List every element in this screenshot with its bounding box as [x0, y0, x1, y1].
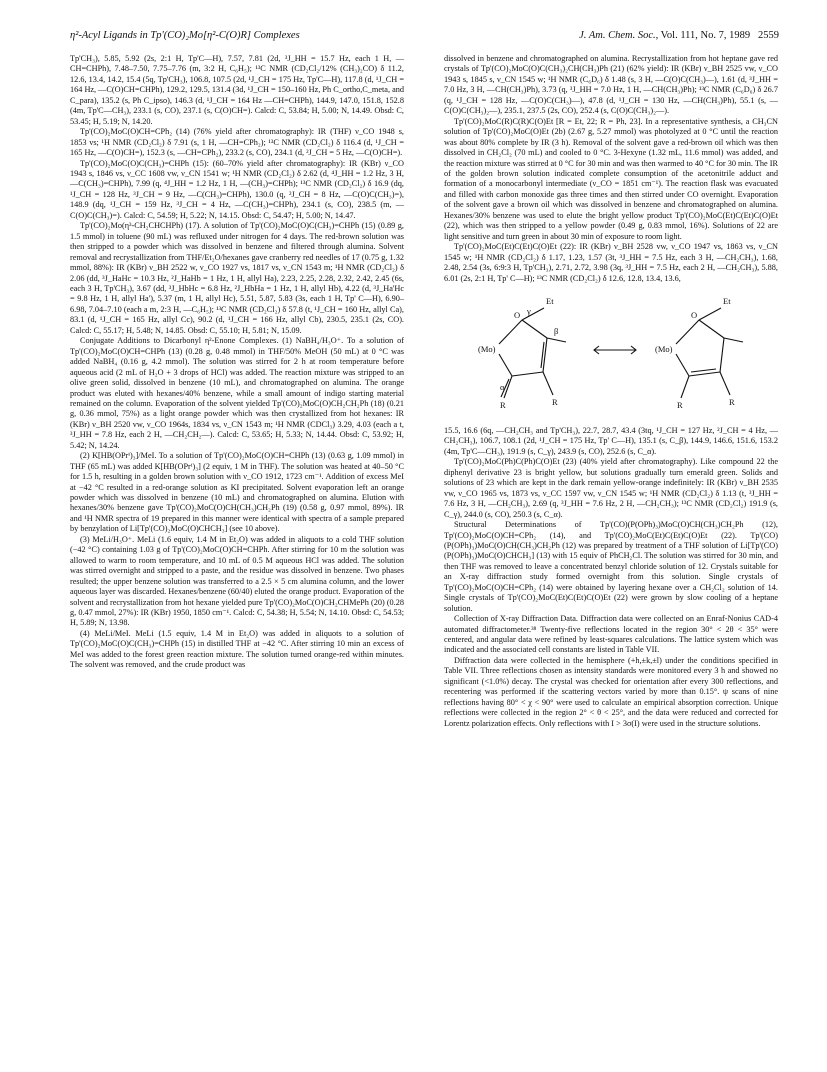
scheme-et-left: Et [546, 295, 554, 306]
running-header [70, 30, 779, 44]
paragraph: Tp'(CO)₂MoC(Ph)C(Ph)C(O)Et (23) (40% yield after chromatography). Like compound 22 the diphenyl derivative 23 is bright yellow, but solutions gradually turn emerald green. Solids and solutions of 23 which are kept in the dark remain yellow-orange indefinitely: IR (KBr) ν_BH 2535 vw, ν_CO 1965 vs, 1873 vs, ν_CC 1597 vw, ν_CN 1545 w; ¹H NMR (CD₂Cl₂) δ 1.13 (t, ³J_HH = 7.6 Hz, 3 H, —CH₂CH₃), 2.69 (q, ³J_HH = 7.6 Hz, 2 H, —CH₂CH₃); ¹³C NMR (CD₂Cl₂) 191.9 (s, C_γ), 244.0 (s, CO), 250.3 (s, C_α). [444, 457, 778, 519]
paragraph: Tp'(CO)₂MoC(O)C(CH₃)=CHPh (15): (60–70% yield after chromatography): IR (KBr) ν_CO 1943 s, 1846 vs, ν_CC 1608 vw, ν_CN 1541 w; ¹H NMR (CD₂Cl₂) δ 2.62 (d, ⁴J_HH = 1.2 Hz, 3 H, —C(CH₃)=CHPh), 7.99 (q, ⁴J_HH = 1.2 Hz, 1 H, —(CH₃)=CHPh); ¹³C NMR (CD₂Cl₂) δ 16.9 (dq, ¹J_CH = 128 Hz, ³J_CH = 9 Hz, —C(CH₃)=CHPh), 130.0 (q, ²J_CH = 8 Hz, —C(O)C(CH₃)=), 148.9 (dq, ¹J_CH = 159 Hz, ³J_CH = 4 Hz, —C(CH₃)=CHPh), 234.1 (s, CO), 238.5 (m, —C(O)C(CH₃)=). Calcd: C, 54.59; H, 5.22; N, 14.15. Obsd: C, 54.47; H, 5.00; N, 14.47. [70, 158, 404, 220]
paragraph: dissolved in benzene and chromatographed on alumina. Recrystallization from hot heptane gave red crystals of Tp'(CO)₂MoC(O)C(CH₃)₂CH(CH₃)Ph (21) (62% yield): IR (KBr) ν_BH 2525 vw, ν_CO 1943 s, 1845 s, ν_CN 1545 w; ¹H NMR (C₆D₆) δ 1.48 (s, 3 H, —C(O)C(CH₃)—), 1.61 (d, ³J_HH = 7.0 Hz, 3 H, —CH(CH₃)Ph), 3.73 (q, ³J_HH = 7.0 Hz, 1 H, —CH(CH₃)Ph); ¹³C NMR (C₆D₆) δ 26.7 (q, ¹J_CH = 128 Hz, —C(O)C(CH₃)—), 47.8 (d, ¹J_CH = 130 Hz, —CH(CH₃)Ph), 55.1 (s, —C(O)C(CH₃)₂—), 235.1, 237.5 (2s, CO), 252.4 (s, C(O)C(CH₃)₂—). [444, 54, 778, 116]
paragraph: Tp'(CO)₂MoC(R)C(R)C(O)Et [R = Et, 22; R = Ph, 23]. In a representative synthesis, a CH₃CN solution of Tp'(CO)₂MoC(O)Et (2b) (2.67 g, 5.27 mmol) was photolyzed at 0 °C until the reaction was about 80% complete by IR (3 h). Removal of the solvent gave a red-brown oil which was then dissolved in CH₂Cl₂ (70 mL) and cooled to 0 °C. 3-Hexyne (1.32 mL, 11.6 mmol) was added, and the reaction mixture was stirred at 0 °C for 30 min and was then warmed to 40 °C for 30 min. The IR of the golden brown solution indicated complete consumption of the acetonitrile adduct and formation of a monocarbonyl intermediate (ν_CO = 1851 cm⁻¹). The reaction flask was evacuated and filled with carbon monoxide gas three times and then stirred under CO overnight. Evaporation of the solvent gave a brown oil which was dissolved in benzene and chromatographed on alumina. Hexanes/30% benzene was used to elute the bright yellow product Tp'(CO)₂MoC(Et)C(Et)C(O)Et (22), which was then stripped to a yellow powder (0.49 g, 0.83 mmol, 16%). Solutions of 22 are light sensitive and turn green in about 30 min of exposure to room light. [444, 116, 778, 241]
scheme-oxygen-right: O [691, 309, 698, 320]
scheme-beta: β [554, 325, 559, 336]
page-number: 2559 [758, 30, 779, 41]
journal-name: J. Am. Chem. Soc., [579, 30, 659, 41]
scheme-r1-right: R [677, 399, 683, 410]
left-column [70, 54, 404, 671]
paragraph: 15.5, 16.6 (6q, —CH₂CH₃ and Tp'CH₃), 22.7, 28.7, 43.4 (3tq, ¹J_CH = 127 Hz, ²J_CH = 4 Hz, —CH₂CH₃), 106.7, 108.1 (2d, ¹J_CH = 175 Hz, Tp' C—H), 135.1 (s, C_β), 144.9, 146.6, 151.6, 153.2 (4m, Tp'C—CH₃), 191.9 (s, C_γ), 243.9 (s, CO), 252.6 (s, C_α). [444, 425, 778, 456]
scheme-metal-right: (Mo) [655, 343, 673, 354]
journal-citation [579, 30, 779, 41]
paragraph: Structural Determinations of Tp'(CO)(P(OPh)₃)MoC(O)CH(CH₃)CH₂Ph (12), Tp'(CO)₂MoC(O)CH=CPh₂ (14), and Tp'(CO)₂MoC(Et)C(Et)C(O)Et (22). Tp'(CO)(P(OPh)₃)MoC(O)CH(CH₃)CH₂Ph (12) was prepared by treatment of a THF solution of Li[Tp'(CO)(P(OPh)₃)MoC(O)CHCH₃] (13) with 15 equiv of PhCH₂Cl. The solution was stirred for 30 min, and then THF was removed to leave a concentrated benzyl chloride solution of 12. Crystals suitable for an X-ray diffraction study formed overnight from this solution. Single crystals of Tp'(CO)₂MoC(O)CH=CPh₂ (14) were obtained by layering hexane over a CH₂Cl₂ solution of 14. Single crystals of Tp'(CO)₂MoC(Et)C(Et)C(O)Et (22) were grown by slow cooling of a heptane solution. [444, 520, 778, 613]
paragraph: (4) MeLi/MeI. MeLi (1.5 equiv, 1.4 M in Et₂O) was added in aliquots to a solution of Tp'(CO)₂MoC(O)C(CH₃)=CHPh (15) in distilled THF at −42 °C. After stirring 10 min an excess of MeI was added to the forest green reaction mixture. The solution turned orange-red within minutes. The solvent was removed, and the crude product was [70, 628, 404, 670]
resonance-structures [444, 290, 778, 422]
paragraph: Collection of X-ray Diffraction Data. Diffraction data were collected on an Enraf-Nonius CAD-4 automated diffractometer.³⁸ Twenty-five reflections located in the region 30° < 2θ < 35° were centered, and angular data were refined by least-squares calculations. The lattice system which was indicated and the associated cell constants are listed in Table VII. [444, 614, 778, 655]
paragraph: Diffraction data were collected in the hemisphere (+h,±k,±l) under the conditions specified in Table VII. Three reflections chosen as intensity standards were monitored every 3 h and showed no significant (<1.0%) decay. The crystal was checked for orientation after every 300 reflections, and recentering was performed if the scattering vectors varied by more than 0.15°. ψ scans of nine reflections having 80° < χ < 90° were used to calculate an empirical absorption correction. Unique reflections were collected in the region 2° < θ < 25°, and the data were reduced and corrected for Lorentz polarization effects. Only reflections with I > 3σ(I) were used in the structure solutions. [444, 655, 778, 728]
paragraph: Tp'CH₃), 5.85, 5.92 (2s, 2:1 H, Tp'C—H), 7.57, 7.81 (2d, ³J_HH = 15.7 Hz, each 1 H, —CH=CHPh), 7.48–7.50, 7.75–7.76 (m, 3:2 H, C₆H₅); ¹³C NMR (CD₂Cl₂/12% (CH₃)₂CO) δ 11.2, 12.6, 13.4, 14.2, 15.4 (5q, Tp'CH₃), 106.8, 107.5 (2d, ¹J_CH = 175 Hz, Tp'C—H), 117.8 (d, ¹J_CH = 164 Hz, —C(O)CH=CHPh), 129.2, 129.5, 131.4 (3d, ¹J_CH = 150–160 Hz, Ph C_ortho,C_meta, and C_para), 135.2 (s, Ph C_ipso), 146.3 (d, ¹J_CH = 164 Hz —CH=CHPh), 144.9, 147.0, 151.8, 152.8 (4m, Tp'C—CH₃), 233.1 (s, CO), 237.1 (s, C(O)CH=). Calcd: C, 53.84; H, 5.00; N, 14.49. Obsd: C, 53.45; H, 5.19; N, 14.20. [70, 54, 404, 126]
volume-info: Vol. 111, No. 7, 1989 [660, 30, 751, 41]
paragraph: (2) K[HB(OPrⁱ)₃]/MeI. To a solution of Tp'(CO)₂MoC(O)CH=CHPh (13) (0.63 g, 1.09 mmol) in THF (65 mL) was added K[HB(OPrⁱ)₃] (2 equiv, 1 M in THF). The solution was heated at 40–50 °C for 1.5 h, resulting in a golden brown solution with ν_CO 1912, 1723 cm⁻¹. Addition of excess MeI at −42 °C resulted in a red-orange solution as KI precipitated. Solvent evaporation left an orange powder which was dissolved in benzene (10 mL) and chromatographed on alumina. Elution with hexanes/30% benzene gave Tp'(CO)₂MoC(O)CH(CH₃)CH₂Ph (19) (0.58 g, 0.97 mmol, 89%). IR and ¹H NMR spectra of 19 prepared in this manner were identical with spectra of a sample prepared by benzylation of Li[Tp'(CO)₂MoC(O)CHCH₃] (see 10 above). [70, 451, 404, 534]
scheme-oxygen-left: O [514, 309, 521, 320]
scheme-alpha: α [500, 381, 505, 392]
paragraph: Tp'(CO)₂MoC(Et)C(Et)C(O)Et (22): IR (KBr) ν_BH 2528 vw, ν_CO 1947 vs, 1863 vs, ν_CN 1545 w; ¹H NMR (CD₂Cl₂) δ 1.17, 1.23, 1.57 (3t, ³J_HH = 7.5 Hz, each 3 H, —CH₂CH₃), 1.68, 2.48, 2.54 (3s, 6:9:3 H, Tp'CH₃), 2.71, 2.72, 3.98 (3q, ³J_HH = 7.5 Hz, each 2 H, —CH₂CH₃), 5.88, 6.01 (2s, 2:1 H, Tp' C—H); ¹³C NMR (CD₂Cl₂) δ 12.6, 12.8, 13.4, 13.6, [444, 242, 778, 283]
paragraph: Conjugate Additions to Dicarbonyl η²-Enone Complexes. (1) NaBH₄/H₃O⁺. To a solution of Tp'(CO)₂MoC(O)CH=CHPh (13) (0.28 g, 0.48 mmol) in THF/50% MeOH (50 mL) at 0 °C was added NaBH₄ (0.16 g, 4.2 mmol). The solution was stirred for 2 h at room temperature before aqueous acid (2 mL of H₂O + 3 drops of HCl) was added. The reaction mixture was stripped to an olive green solid, dissolved in benzene (10 mL), and chromatographed on alumina. The orange product was eluted with hexanes/40% benzene, while a small amount of indigo starting material remained on the column. Evaporation of the solvent yielded Tp'(CO)₂MoC(O)CH₂CH₂Ph (18) (0.21 g, 0.36 mmol, 75%) as a light orange powder which was then crystallized from hot hexanes: IR (KBr) ν_BH 2520 vw, ν_CO 1964s, 1834 vs, ν_CN 1543 m; ¹H NMR (CDCl₃) 3.29, 4.03 (each a t, ³J_HH = 7.8 Hz, each 2 H, —CH₂CH₂—). Calcd: C, 53.65; H, 5.33; N, 14.44. Obsd: C, 53.92; H, 5.42; N, 14.24. [70, 336, 404, 450]
scheme-et-right: Et [723, 295, 731, 306]
scheme-metal-left: (Mo) [478, 343, 496, 354]
scheme-r2-left: R [552, 396, 558, 407]
right-column [444, 54, 778, 729]
paragraph: Tp'(CO)₂MoC(O)CH=CPh₂ (14) (76% yield after chromatography): IR (THF) ν_CO 1948 s, 1853 vs; ¹H NMR (CD₂Cl₂) δ 7.91 (s, 1 H, —CH=CPh₂); ¹³C NMR (CD₂Cl₂) δ 116.4 (d, ¹J_CH = 165 Hz, —C(O)CH=), 152.3 (s, —CH=CPh₂), 233.2 (s, CO), 234.1 (d, ²J_CH = 5 Hz, —C(O)CH=). [70, 127, 404, 158]
scheme-r1-left: R [500, 399, 506, 410]
paragraph: (3) MeLi/H₃O⁺. MeLi (1.6 equiv, 1.4 M in Et₂O) was added in aliquots to a cold THF solution (−42 °C) containing 1.03 g of Tp'(CO)₂MoC(O)CH=CHPh. After stirring for 10 m the solution was allowed to warm to room temperature, and 10 mL of 0.5 M aqueous HCl was added. The solution was stirred overnight and stripped to a paste, and the residue was dissolved in benzene. Two phases resulted; the upper benzene solution was transferred to a 2.5 × 5 cm alumina column, and the lower aqueous layer was discarded. Hexanes/benzene (60/40) eluted the orange product. Evaporation of the solvent and recrystallization from hot hexane yielded pure Tp'(CO)₂MoC(O)CH₂CHMePh (20) (0.28 g, 0.47 mmol, 27%): IR (KBr) 1950, 1850 cm⁻¹. Calcd: C, 54.38; H, 5.54; N, 14.10. Obsd: C, 54.53; H, 5.89; N, 13.98. [70, 534, 404, 628]
scheme-gamma: γ [527, 305, 531, 316]
paragraph: Tp'(CO)₂Mo(η³-CH₂CHCHPh) (17). A solution of Tp'(CO)₂MoC(O)C(CH₃)=CHPh (15) (0.89 g, 1.5 mmol) in toluene (90 mL) was refluxed under nitrogen for 4 days. The red-brown solution was then stripped to a powder which was dissolved in benzene and filtered through alumina. Solvent removal and recrystallization from THF/Et₂O/hexanes gave cranberry red needles of 17 (0.75 g, 1.32 mmol, 88%): IR (KBr) ν_BH 2522 w, ν_CO 1927 vs, 1817 vs, ν_CN 1543 m; ¹H NMR (CD₂Cl₂) δ 2.06 (dd, ³J_HaHc = 10.3 Hz, ²J_HaHb = 1 Hz, 1 H, allyl Ha), 2.23, 2.25, 2.28, 2.32, 2.42, 2.45 (6s, each 3 H, Tp'CH₃), 3.67 (dd, ³J_HbHc = 6.8 Hz, ²J_HbHa = 1 Hz, 1 H, allyl Hb), 4.22 (d, ³J_Ha'Hc = 9.8 Hz, 1 H, allyl Ha'), 5.37 (m, 1 H, allyl Hc), 5.51, 5.87, 5.83 (3s, each 1 H, Tp' C—H), 6.90–6.98, 7.04–7.10 (each a m, 2:3 H, —C₆H₅); ¹³C NMR (CD₂Cl₂) δ 57.8 (t, ¹J_CH = 160 Hz, allyl Ca), 83.1 (d, ¹J_CH = 165 Hz, allyl Cc), 90.2 (d, ¹J_CH = 166 Hz, allyl Cb), 230.5, 235.1 (2s, CO). Calcd: C, 55.17; H, 5.48; N, 14.85. Obsd: C, 55.10; H, 5.81; N, 15.09. [70, 221, 404, 335]
resonance-scheme [444, 290, 778, 422]
scheme-r2-right: R [729, 396, 735, 407]
running-title: η²-Acyl Ligands in Tp'(CO)₂Mo[η²-C(O)R] Complexes [70, 30, 300, 41]
